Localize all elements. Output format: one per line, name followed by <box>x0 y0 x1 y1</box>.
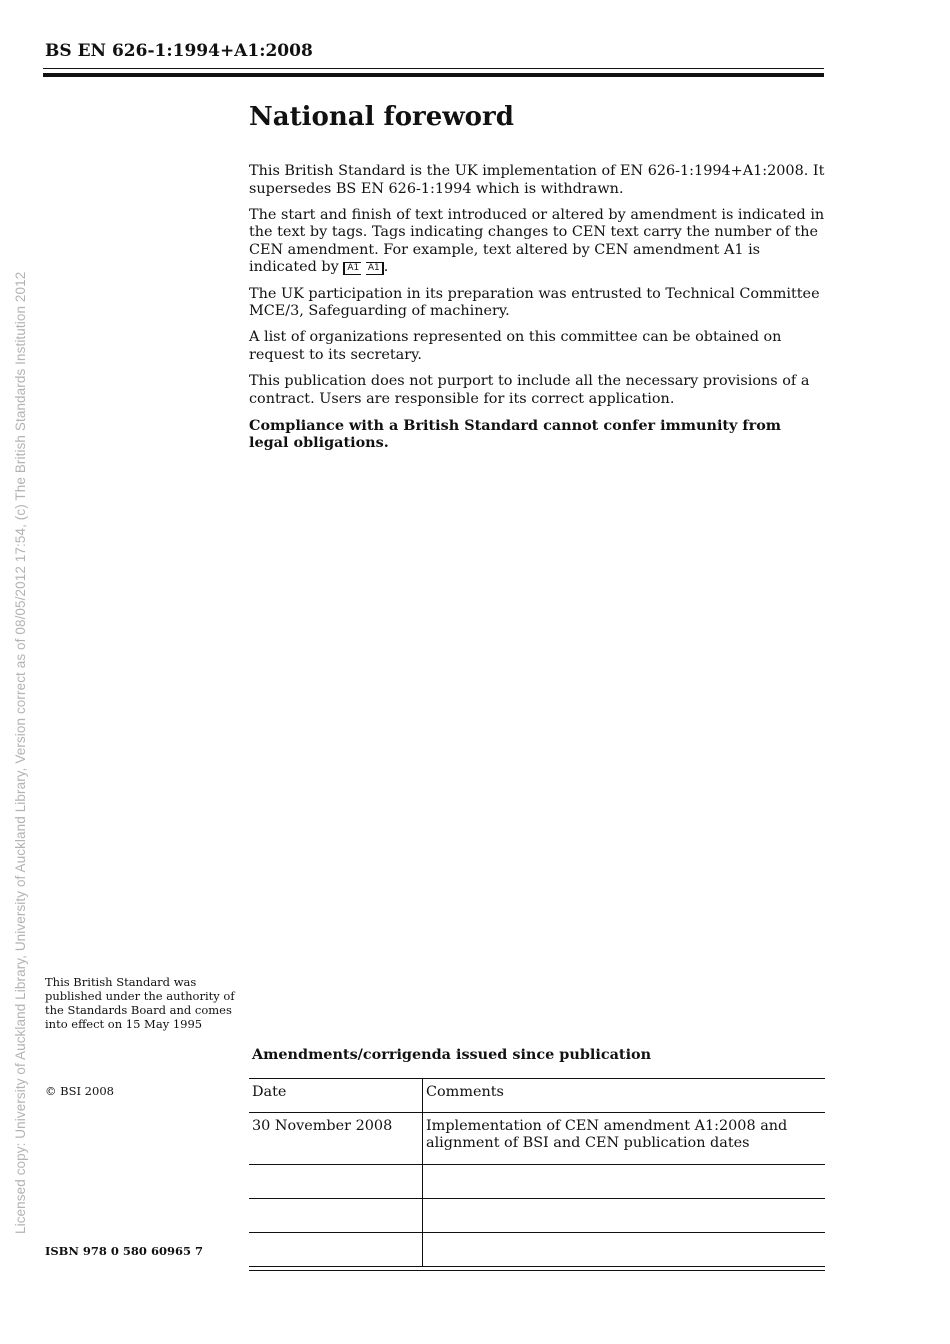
amendment-date: 30 November 2008 <box>249 1113 423 1165</box>
amendments-heading: Amendments/corrigenda issued since publication <box>252 1046 652 1063</box>
column-header-comments: Comments <box>423 1079 826 1113</box>
table-header-row <box>249 1079 825 1113</box>
foreword-paragraph: This publication does not purport to include all the necessary provisions of a contract. Users are responsible for its correct application. <box>249 372 810 407</box>
amendment-tag-open-icon: A1 <box>343 262 361 275</box>
isbn: ISBN 978 0 580 60965 7 <box>45 1244 203 1258</box>
amendment-tag-close-icon: A1 <box>366 262 384 275</box>
tags-explanation: The start and finish of text introduced or altered by amendment is indicated in the text by tags. Tags indicating changes to CEN text carry the number of the CEN amendment. For example, text altered by CEN amendment A1 is indicated by <box>249 206 825 276</box>
table-row <box>249 1113 825 1165</box>
foreword-body <box>249 163 825 460</box>
foreword-paragraph: The UK participation in its preparation was entrusted to Technical Committee MCE/3, Safeguarding of machinery. <box>249 285 820 320</box>
tags-end: . <box>383 259 389 276</box>
publication-note: This British Standard was published under the authority of the Standards Board and comes into effect on 15 May 1995 <box>45 975 235 1031</box>
amendments-table <box>249 1078 825 1267</box>
standard-id-header: BS EN 626-1:1994+A1:2008 <box>45 41 313 61</box>
table-row-empty <box>249 1199 825 1233</box>
header-rule-thick <box>43 73 824 77</box>
amendment-comment: Implementation of CEN amendment A1:2008 and alignment of BSI and CEN publication dates <box>423 1113 826 1165</box>
bottom-rule <box>249 1270 825 1271</box>
header-rule-thin <box>43 68 824 69</box>
compliance-statement: Compliance with a British Standard cannot confer immunity from legal obligations. <box>249 416 782 452</box>
table-row-empty <box>249 1165 825 1199</box>
license-watermark: Licensed copy: University of Auckland Library, University of Auckland Library, Version correct as of 08/05/2012 17:54, (c) The British Standards Institution 2012 <box>13 271 28 1234</box>
table-row-empty <box>249 1233 825 1267</box>
column-header-date: Date <box>249 1079 423 1113</box>
page-title: National foreword <box>249 102 514 132</box>
foreword-paragraph: A list of organizations represented on this committee can be obtained on request to its secretary. <box>249 329 782 363</box>
foreword-paragraph-tags <box>249 207 825 277</box>
foreword-paragraph: This British Standard is the UK implementation of EN 626-1:1994+A1:2008. It supersedes BS EN 626-1:1994 which is withdrawn. <box>249 163 825 197</box>
copyright: © BSI 2008 <box>45 1084 114 1098</box>
